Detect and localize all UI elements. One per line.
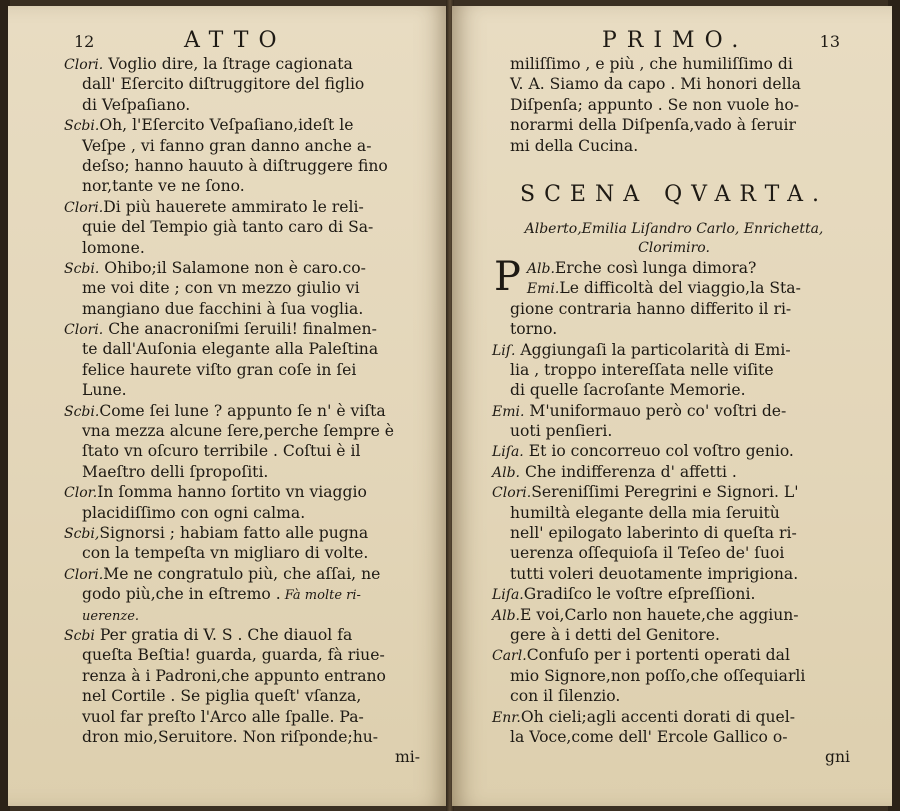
line-text: Me ne congratulo più, che aſſai, ne (103, 564, 381, 583)
text-line (492, 340, 856, 360)
line-text: Maeſtro delli ſpropoſiti. (82, 462, 269, 481)
text-line (64, 645, 426, 665)
speaker-label: Emi. (492, 403, 525, 420)
text-line (492, 645, 856, 665)
text-line (492, 319, 856, 339)
line-text: mio Signore,non poſſo,che oſſequiarli (510, 666, 806, 685)
text-line (64, 503, 426, 523)
text-line: Diſpenſa; appunto . Se non vuole ho- (510, 95, 800, 114)
speaker-label: Alb. (492, 607, 520, 624)
line-text: M'uniformauo però co' voſtri de- (524, 401, 787, 420)
scene-title: SCENA QVARTA. (520, 181, 828, 207)
text-line (64, 747, 426, 767)
text-line (64, 360, 426, 380)
line-text: gere à i detti del Genitore. (510, 625, 720, 644)
line-text: Di più hauerete ammirato le reli- (103, 197, 364, 216)
line-text: mangiano due facchini à ſua voglia. (82, 299, 364, 318)
text-line (492, 278, 856, 298)
line-text: la Voce,come dell' Ercole Gallico o- (510, 727, 788, 746)
line-text: Oh, l'Eſercito Veſpaſiano,ideſt le (99, 116, 354, 135)
line-text: Confuſo per i portenti operati dal (526, 646, 790, 665)
speaker-label: Carl. (492, 648, 527, 665)
line-text: placidiſſimo con ogni calma. (82, 503, 306, 522)
text-line (64, 605, 426, 625)
speaker-label: Enr. (492, 709, 521, 726)
line-text: nor,tante ve ne ſono. (82, 177, 245, 196)
text-line (64, 319, 426, 339)
speaker-label: Scbi. (64, 403, 100, 420)
line-text: queſta Beſtia! guarda, guarda, fà riue- (82, 646, 385, 665)
line-text: di Veſpaſiano. (82, 95, 191, 114)
speaker-label: Clori. (492, 485, 532, 502)
text-line (64, 54, 426, 74)
speaker-label: Scbi, (64, 525, 100, 542)
line-text: vna mezza alcune ſere,perche ſempre è (82, 422, 394, 441)
line-text: Le difficoltà del viaggio,la Sta- (559, 279, 801, 298)
right-page-dialogue (492, 253, 856, 768)
text-line (64, 686, 426, 706)
text-line (492, 421, 856, 441)
cast-line: Alberto,Emilia Liſandro Carlo, Enrichetta, (524, 220, 824, 237)
text-line (64, 299, 426, 319)
line-text: Gradiſco le voſtre eſpreſſioni. (523, 585, 756, 604)
line-text: felice haurete viſto gran coſe in ſei (82, 360, 357, 379)
line-text: torno. (510, 320, 558, 339)
line-text: Che anacroniſmi ſeruili! finalmen- (103, 320, 377, 339)
speaker-label: Clori. (64, 566, 104, 583)
line-text: te dall'Auſonia elegante alla Paleſtina (82, 340, 379, 359)
text-line (64, 564, 426, 584)
line-text: Voglio dire, la ſtrage cagionata (103, 55, 353, 73)
text-line (64, 543, 426, 563)
text-line (64, 156, 426, 176)
text-line (492, 441, 856, 461)
speaker-label: Alb. (492, 464, 520, 481)
speaker-label: Scbi. (64, 260, 100, 277)
text-line (64, 115, 426, 135)
text-line (64, 136, 426, 156)
line-text: humiltà elegante della mia ſeruitù (510, 503, 780, 522)
left-page-text (64, 54, 426, 768)
line-text: Veſpe , vi fanno gran danno anche a- (82, 136, 372, 155)
text-line (64, 278, 426, 298)
text-line: miliſſimo , e più , che humiliſſimo di (510, 55, 793, 73)
line-text: Erche così lunga dimora? (554, 258, 757, 277)
line-text: con il ſilenzio. (510, 687, 621, 706)
text-line (64, 666, 426, 686)
text-line (492, 747, 856, 767)
line-text: Et io concorreuo col voſtro genio. (523, 442, 794, 461)
text-line (64, 258, 426, 278)
right-page-text (492, 54, 856, 768)
left-page (8, 6, 448, 806)
line-text: Signorsi ; habiam fatto alle pugna (99, 523, 369, 542)
text-line (492, 625, 856, 645)
text-line (64, 584, 426, 604)
text-line (64, 217, 426, 237)
speaker-label: Clori. (64, 322, 104, 339)
cast-line: Clorimiro. (638, 239, 710, 256)
line-text: me voi dite ; con vn mezzo giulio vi (82, 279, 360, 298)
speaker-label: Liſ. (492, 342, 516, 359)
speaker-label: Scbi (64, 627, 95, 644)
line-text: Aggiungaſi la particolarità di Emi- (515, 340, 791, 359)
text-line (492, 707, 856, 727)
line-text: dron mio,Seruitore. Non riſponde;hu- (82, 727, 379, 746)
stage-direction: Fà molte ri- (280, 588, 361, 604)
text-line (64, 625, 426, 645)
text-line (492, 605, 856, 625)
text-line (492, 258, 856, 278)
speaker-label: Alb. (526, 260, 555, 277)
text-line (64, 482, 426, 502)
running-head-right: PRIMO. (602, 28, 749, 53)
text-line (492, 686, 856, 706)
speaker-label: Scbi. (64, 118, 100, 135)
text-line (64, 176, 426, 196)
line-text: E voi,Carlo non hauete,che aggiun- (520, 605, 799, 624)
text-line (492, 482, 856, 502)
text-line (64, 462, 426, 482)
text-line (492, 360, 856, 380)
text-line (64, 707, 426, 727)
text-line (64, 95, 426, 115)
line-text: nel Cortile . Se piglia queſt' vſanza, (82, 687, 362, 706)
line-text: dall' Eſercito diſtruggitore del figlio (82, 75, 365, 94)
speaker-label: Liſa. (492, 587, 524, 604)
text-line (492, 666, 856, 686)
line-text: godo più,che in eſtremo . (82, 585, 281, 604)
right-page-header (452, 28, 892, 54)
text-line (492, 564, 856, 584)
line-text: ſtato vn oſcuro terribile . Coſtui è il (82, 442, 361, 461)
line-text: gni (824, 748, 850, 767)
right-page (452, 6, 892, 806)
speaker-label: Clori. (64, 199, 104, 216)
line-text: gione contraria hanno differito il ri- (510, 299, 792, 318)
text-line (492, 380, 856, 400)
line-text: renza à i Padroni,che appunto entrano (82, 666, 386, 685)
text-line (64, 339, 426, 359)
line-text: vuol far preſto l'Arco alle ſpalle. Pa- (82, 707, 364, 726)
line-text: di quelle ſacroſante Memorie. (510, 381, 746, 400)
text-line: mi della Cucina. (510, 136, 639, 155)
line-text: Ohibo;il Salamone non è caro.co- (99, 258, 366, 277)
speaker-label: Clori. (64, 57, 104, 73)
speaker-label: Emi. (526, 281, 560, 298)
stage-direction: uerenze. (82, 608, 140, 624)
text-line (64, 401, 426, 421)
text-line (492, 727, 856, 747)
line-text: Per gratia di V. S . Che diauol fa (94, 625, 353, 644)
text-line (492, 584, 856, 604)
line-text: In ſomma hanno ſortito vn viaggio (97, 483, 367, 502)
line-text: mi- (394, 748, 420, 767)
page-number-left: 12 (74, 32, 95, 51)
text-line (492, 543, 856, 563)
line-text: Come ſei lune ? appunto ſe n' è viſta (99, 401, 386, 420)
text-line (64, 197, 426, 217)
line-text: Che indifferenza d' affetti . (520, 462, 737, 481)
text-line (64, 523, 426, 543)
text-line (64, 727, 426, 747)
text-line (492, 503, 856, 523)
line-text: tutti voleri deuotamente imprigiona. (510, 564, 799, 583)
text-line (64, 238, 426, 258)
line-text: deſso; hanno hauuto à diſtruggere fino (82, 156, 388, 175)
text-line: V. A. Siamo da capo . Mi honori della (510, 75, 801, 94)
line-text: lia , troppo intereſſata nelle viſite (510, 360, 774, 379)
text-line (492, 523, 856, 543)
line-text: Oh cieli;agli accenti dorati di quel- (520, 707, 796, 726)
text-line (492, 462, 856, 482)
drop-capital: P (494, 253, 521, 300)
text-line (64, 380, 426, 400)
line-text: Sereniſſimi Peregrini e Signori. L' (531, 483, 799, 502)
line-text: lomone. (82, 238, 145, 257)
line-text: Lune. (82, 381, 127, 400)
left-page-header (8, 28, 448, 54)
speaker-label: Clor. (64, 485, 98, 502)
cast-list (492, 220, 856, 258)
text-line (64, 441, 426, 461)
line-text: con la tempeſta vn migliaro di volte. (82, 544, 369, 563)
running-head-left: ATTO (184, 28, 287, 53)
right-page-top-lines (492, 54, 856, 156)
line-text: uoti penſieri. (510, 422, 613, 441)
text-line (492, 299, 856, 319)
text-line (64, 74, 426, 94)
line-text: quie del Tempio già tanto caro di Sa- (82, 218, 374, 237)
text-line (492, 401, 856, 421)
text-line (64, 421, 426, 441)
speaker-label: Liſa. (492, 444, 524, 461)
page-number-right: 13 (819, 32, 840, 51)
line-text: nell' epilogato laberinto di queſta ri- (510, 524, 797, 543)
text-line: norarmi della Diſpenſa,vado à ſeruir (510, 116, 796, 135)
line-text: uerenza oſſequioſa il Teſeo de' ſuoi (510, 544, 785, 563)
